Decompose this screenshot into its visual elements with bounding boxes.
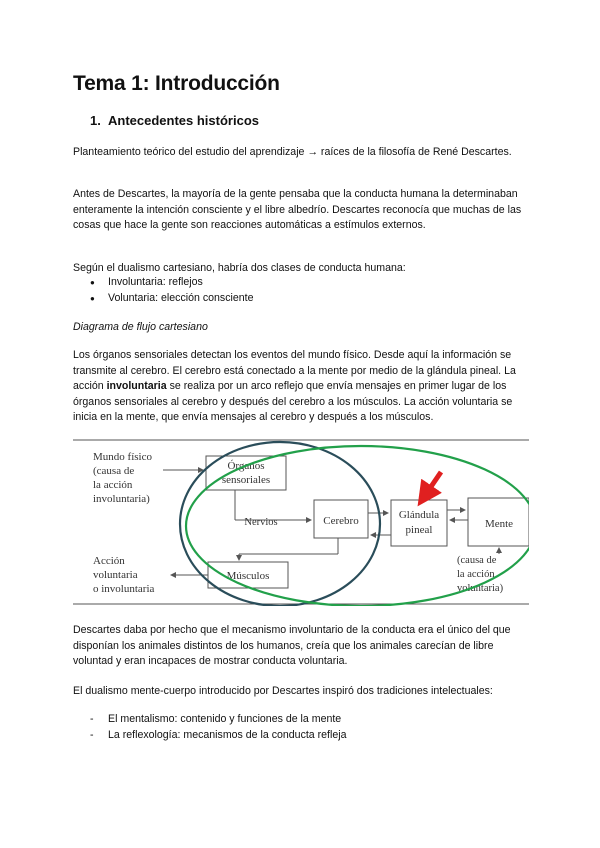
causa-vol-line-1: (causa de bbox=[457, 555, 497, 566]
nervios-label: Nervios bbox=[244, 517, 278, 528]
accion-line-1: Acción bbox=[93, 555, 125, 567]
accion-line-2: voluntaria bbox=[93, 569, 138, 581]
bold-term: involuntaria bbox=[106, 380, 167, 392]
paragraph-dualism: Según el dualismo cartesiano, habría dos clases de conducta humana: bbox=[73, 262, 406, 274]
list-item: ● Involuntaria: reflejos bbox=[90, 275, 253, 291]
list-item: ● Voluntaria: elección consciente bbox=[90, 291, 253, 307]
mundo-line-4: involuntaria) bbox=[93, 493, 150, 505]
mente-label: Mente bbox=[484, 518, 514, 530]
mundo-line-1: Mundo físico bbox=[93, 451, 152, 463]
causa-vol-line-3: voluntaria) bbox=[457, 583, 504, 594]
glandula-label-2: pineal bbox=[405, 524, 433, 536]
accion-line-3: o involuntaria bbox=[93, 583, 155, 595]
paragraph-flow-description: Los órganos sensoriales detectan los eventos del mundo físico. Desde aquí la información se transmite al cerebro. El cerebro está conectado a la mente por medio de la glándula pineal. La acción involuntaria se realiza por un arco reflejo que envía mensajes en primer lugar de los órganos sensoriales al cerebro y después del cerebro a los músculos. La acción voluntaria se inicia en la mente, que envía mensajes al cerebro y después a los músculos. bbox=[73, 349, 516, 423]
cartesian-flow-diagram bbox=[73, 438, 529, 606]
traditions-list bbox=[90, 712, 347, 743]
paragraph-intro: Planteamiento teórico del estudio del aprendizaje → raíces de la filosofía de René Descartes. bbox=[73, 146, 512, 158]
conduct-types-list bbox=[90, 275, 253, 306]
paragraph-before-descartes: Antes de Descartes, la mayoría de la gente pensaba que la conducta humana la determinaban enteramente la intención consciente y el libre albedrío. Descartes reconocía que muchas de las cosas que hace la gente son reacciones automáticas a estímulos externos. bbox=[73, 188, 522, 231]
section-number: 1. bbox=[90, 113, 101, 128]
highlight-arrow bbox=[426, 472, 441, 494]
paragraph-animals: Descartes daba por hecho que el mecanismo involuntario de la conducta era el único del que disponían los animales distintos de los humanos, creía que los animales carecían de libre voluntad y eran incapaces de mostrar conducta voluntaria. bbox=[73, 624, 511, 667]
section-title: Antecedentes históricos bbox=[108, 113, 259, 128]
musculos-label: Músculos bbox=[226, 570, 270, 582]
organos-label-1: Órganos bbox=[227, 460, 265, 472]
section-heading bbox=[90, 113, 259, 128]
list-item: - El mentalismo: contenido y funciones de la mente bbox=[90, 712, 347, 728]
page-title: Tema 1: Introducción bbox=[73, 72, 280, 95]
glandula-label-1: Glándula bbox=[398, 509, 440, 521]
cerebro-label: Cerebro bbox=[323, 515, 359, 527]
list-item: - La reflexología: mecanismos de la conducta refleja bbox=[90, 728, 347, 744]
causa-vol-line-2: la acción bbox=[457, 569, 495, 580]
paragraph-traditions: El dualismo mente-cuerpo introducido por Descartes inspiró dos tradiciones intelectuales: bbox=[73, 685, 493, 697]
mundo-line-3: la acción bbox=[93, 479, 133, 491]
diagram-caption: Diagrama de flujo cartesiano bbox=[73, 321, 208, 333]
mundo-line-2: (causa de bbox=[93, 465, 135, 477]
organos-label-2: sensoriales bbox=[221, 474, 271, 486]
glandula-box bbox=[391, 500, 447, 546]
